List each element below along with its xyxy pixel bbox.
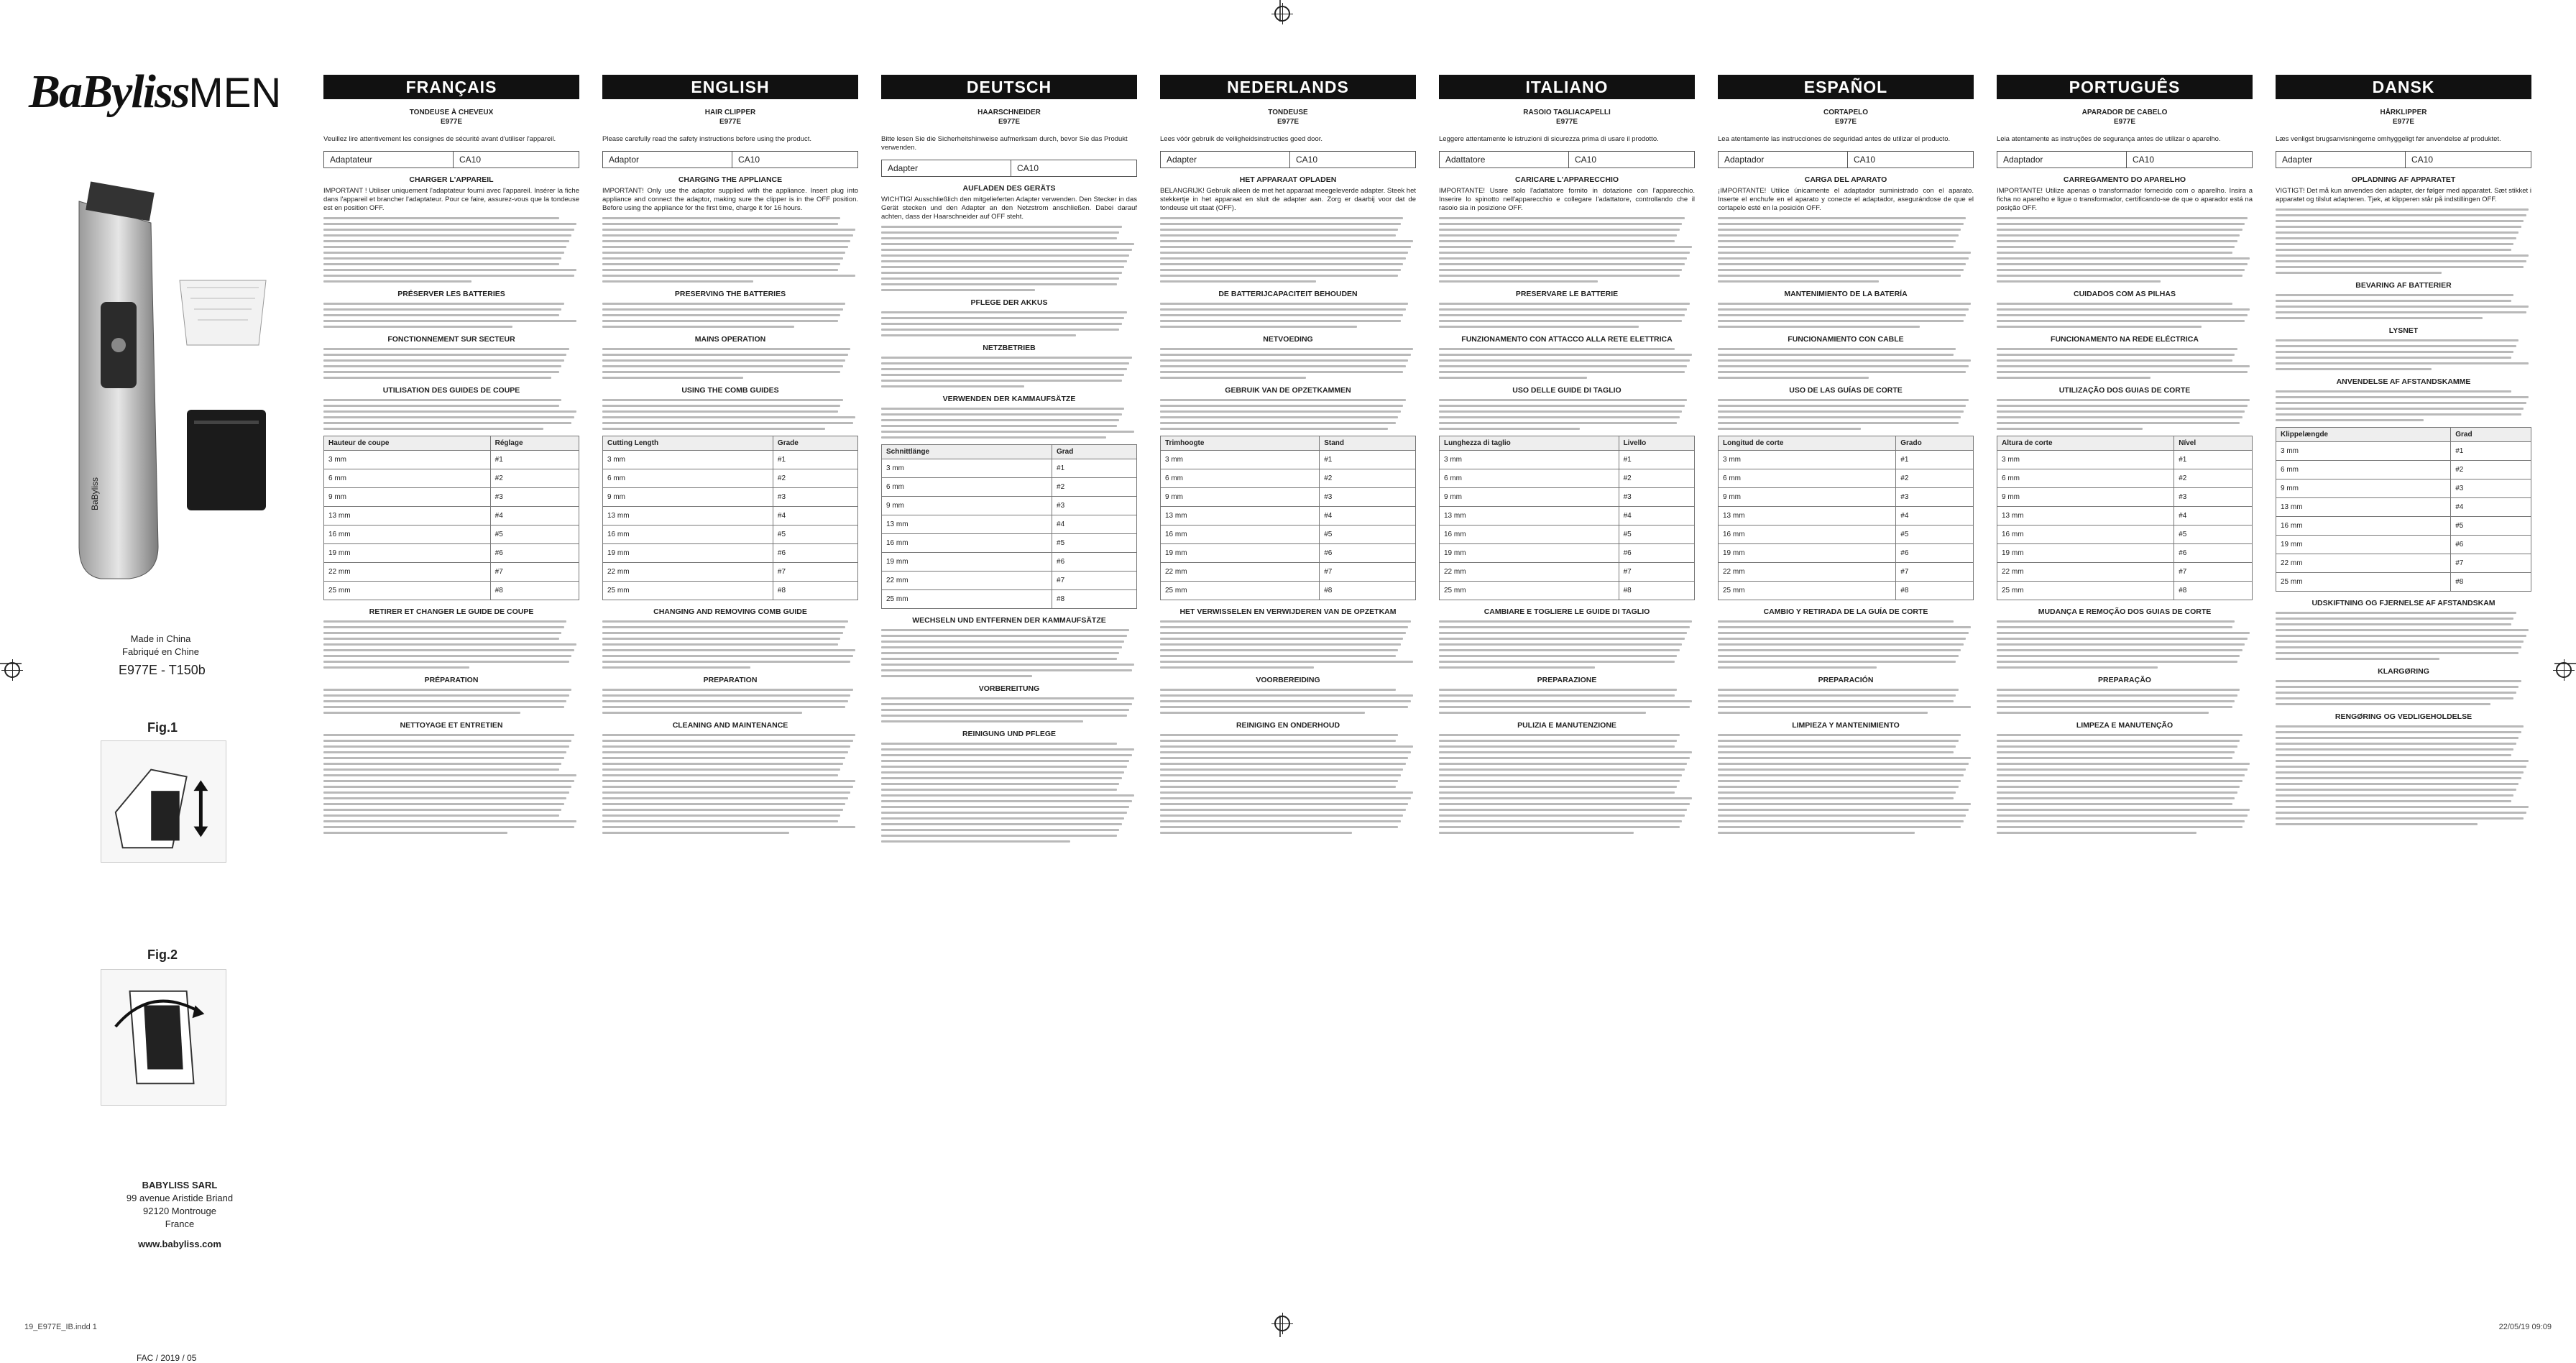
language-column bbox=[1718, 75, 1974, 1311]
text-block bbox=[1997, 399, 2253, 430]
section-heading: USO DE LAS GUÍAS DE CORTE bbox=[1789, 386, 1903, 395]
section-heading: OPLADNING AF APPARATET bbox=[2351, 175, 2456, 184]
registration-mark bbox=[1274, 6, 1290, 22]
table-row: 19 mm #6 bbox=[324, 544, 579, 563]
table-row: 13 mm #4 bbox=[1997, 507, 2253, 526]
text-block bbox=[1439, 734, 1695, 834]
section-text: ¡IMPORTANTE! Utilice únicamente el adaptador suministrado con el aparato. Inserte el enchufe en el aparato y conecte el adaptador, asegurándose de que el cortapelo esté en la posición OFF. bbox=[1718, 187, 1974, 212]
text-block bbox=[2276, 339, 2531, 370]
text-block bbox=[1718, 689, 1974, 714]
intro-text: Læs venligst brugsanvisningerne omhyggeligt før anvendelse af produktet. bbox=[2276, 135, 2501, 143]
text-block bbox=[1718, 620, 1974, 669]
text-block bbox=[1160, 348, 1416, 379]
text-block bbox=[881, 743, 1137, 843]
cutting-length-table: Hauteur de coupe Réglage 3 mm #1 6 mm #2 9 mm #3 13 mm #4 16 mm #5 19 mm #6 22 mm #7 25 mm #8 bbox=[323, 436, 579, 600]
table-row: 13 mm #4 bbox=[603, 507, 858, 526]
table-row: 16 mm #5 bbox=[2276, 517, 2531, 536]
text-block bbox=[2276, 208, 2531, 274]
adapter-table: Adattatore CA10 bbox=[1439, 151, 1695, 168]
language-column bbox=[2276, 75, 2531, 1311]
product-name: TONDEUSE À CHEVEUX E977E bbox=[409, 109, 494, 126]
section-heading: PRESERVARE LE BATTERIE bbox=[1515, 290, 1619, 298]
text-block bbox=[881, 226, 1137, 291]
text-block bbox=[1997, 734, 2253, 834]
registration-mark bbox=[1274, 1316, 1290, 1331]
section-text: BELANGRIJK! Gebruik alleen de met het apparaat meegeleverde adapter. Steek het stekkertje in het apparaat en sluit de adapter aan. Zorg er daarbij voor dat de tondeuse uit staat (OFF). bbox=[1160, 187, 1416, 212]
language-column bbox=[323, 75, 579, 1311]
table-row: 3 mm #1 bbox=[1997, 451, 2253, 469]
section-heading: CHARGER L'APPAREIL bbox=[409, 175, 494, 184]
table-row: 9 mm #3 bbox=[1440, 488, 1695, 507]
table-row: 16 mm #5 bbox=[1440, 526, 1695, 544]
section-heading: PREPARAÇÃO bbox=[2098, 676, 2151, 684]
text-block bbox=[2276, 294, 2531, 319]
adapter-table: Adaptateur CA10 bbox=[323, 151, 579, 168]
section-heading: CUIDADOS COM AS PILHAS bbox=[2074, 290, 2176, 298]
adapter-table: Adaptador CA10 bbox=[1997, 151, 2253, 168]
section-heading: NETTOYAGE ET ENTRETIEN bbox=[400, 721, 503, 730]
section-text: IMPORTANT ! Utiliser uniquement l'adaptateur fourni avec l'appareil. Insérer la fiche dans l'appareil et brancher l'adaptateur. Pour ce faire, assurez-vous que la tondeuse est en position OFF. bbox=[323, 187, 579, 212]
section-text: IMPORTANT! Only use the adaptor supplied with the appliance. Insert plug into appliance and connect the adaptor, making sure the clipper is in the OFF position. Before using the appliance for the first time, charge it for 16 hours. bbox=[602, 187, 858, 212]
table-row: 25 mm #8 bbox=[882, 590, 1137, 609]
section-heading: MANTENIMIENTO DE LA BATERÍA bbox=[1784, 290, 1908, 298]
model-number: E977E - T150b bbox=[119, 663, 206, 677]
text-block bbox=[2276, 725, 2531, 825]
table-row: 9 mm #3 bbox=[1997, 488, 2253, 507]
language-heading: ITALIANO bbox=[1439, 75, 1695, 99]
section-heading: UTILISATION DES GUIDES DE COUPE bbox=[382, 386, 520, 395]
language-column bbox=[1439, 75, 1695, 1311]
section-heading: PRÉPARATION bbox=[424, 676, 479, 684]
table-row: 22 mm #7 bbox=[1440, 563, 1695, 582]
adapter-table: Adaptador CA10 bbox=[1718, 151, 1974, 168]
text-block bbox=[1160, 399, 1416, 430]
cutting-length-table: Schnittlänge Grad 3 mm #1 6 mm #2 9 mm #3 13 mm #4 16 mm #5 19 mm #6 22 mm #7 25 mm #8 bbox=[881, 444, 1137, 609]
section-heading: GEBRUIK VAN DE OPZETKAMMEN bbox=[1225, 386, 1351, 395]
text-block bbox=[881, 311, 1137, 336]
text-block bbox=[881, 408, 1137, 439]
intro-text: Lea atentamente las instrucciones de seguridad antes de utilizar el producto. bbox=[1718, 135, 1951, 143]
language-heading: ENGLISH bbox=[602, 75, 858, 99]
section-heading: KLARGØRING bbox=[2378, 667, 2429, 676]
adapter-table: Adapter CA10 bbox=[2276, 151, 2531, 168]
fig1-illustration bbox=[101, 740, 226, 863]
section-heading: USING THE COMB GUIDES bbox=[681, 386, 779, 395]
text-block bbox=[323, 399, 579, 430]
table-row: 22 mm #7 bbox=[324, 563, 579, 582]
section-heading: CHANGING AND REMOVING COMB GUIDE bbox=[653, 607, 807, 616]
section-heading: REINIGUNG UND PFLEGE bbox=[962, 730, 1057, 738]
table-row: 16 mm #5 bbox=[1719, 526, 1974, 544]
table-row: 22 mm #7 bbox=[603, 563, 858, 582]
text-block bbox=[1439, 689, 1695, 714]
registration-mark bbox=[4, 662, 20, 678]
text-block bbox=[1997, 689, 2253, 714]
table-row: 19 mm #6 bbox=[1440, 544, 1695, 563]
fig1-label: Fig.1 bbox=[147, 720, 178, 735]
table-row: 9 mm #3 bbox=[603, 488, 858, 507]
table-row: 9 mm #3 bbox=[1719, 488, 1974, 507]
section-heading: USO DELLE GUIDE DI TAGLIO bbox=[1512, 386, 1622, 395]
table-row: 6 mm #2 bbox=[603, 469, 858, 488]
section-heading: CAMBIO Y RETIRADA DE LA GUÍA DE CORTE bbox=[1763, 607, 1928, 616]
section-heading: LIMPIEZA Y MANTENIMIENTO bbox=[1792, 721, 1900, 730]
table-row: 3 mm #1 bbox=[603, 451, 858, 469]
table-row: 22 mm #7 bbox=[1719, 563, 1974, 582]
text-block bbox=[881, 357, 1137, 387]
section-heading: BEVARING AF BATTERIER bbox=[2355, 281, 2452, 290]
text-block bbox=[1997, 620, 2253, 669]
text-block bbox=[1439, 303, 1695, 328]
table-row: 6 mm #2 bbox=[1997, 469, 2253, 488]
product-name: APARADOR DE CABELO E977E bbox=[2082, 109, 2168, 126]
table-row: 19 mm #6 bbox=[2276, 536, 2531, 554]
text-block bbox=[1439, 399, 1695, 430]
table-row: 19 mm #6 bbox=[603, 544, 858, 563]
section-heading: LIMPEZA E MANUTENÇÃO bbox=[2076, 721, 2174, 730]
table-row: 22 mm #7 bbox=[1997, 563, 2253, 582]
section-heading: MAINS OPERATION bbox=[694, 335, 766, 344]
product-name: HAARSCHNEIDER E977E bbox=[978, 109, 1041, 126]
table-row: 13 mm #4 bbox=[324, 507, 579, 526]
table-row: 25 mm #8 bbox=[603, 582, 858, 600]
product-name: RASOIO TAGLIACAPELLI E977E bbox=[1523, 109, 1611, 126]
text-block bbox=[323, 303, 579, 328]
table-row: 16 mm #5 bbox=[603, 526, 858, 544]
table-row: 6 mm #2 bbox=[2276, 461, 2531, 479]
table-row: 6 mm #2 bbox=[324, 469, 579, 488]
table-row: 6 mm #2 bbox=[1161, 469, 1416, 488]
language-column bbox=[1997, 75, 2253, 1311]
made-in: Made in China Fabriqué en Chine bbox=[122, 633, 199, 657]
cutting-length-table: Altura de corte Nível 3 mm #1 6 mm #2 9 mm #3 13 mm #4 16 mm #5 19 mm #6 22 mm #7 25 mm #8 bbox=[1997, 436, 2253, 600]
text-block bbox=[323, 217, 579, 283]
section-heading: PULIZIA E MANUTENZIONE bbox=[1517, 721, 1616, 730]
table-row: 3 mm #1 bbox=[1719, 451, 1974, 469]
section-heading: MUDANÇA E REMOÇÃO DOS GUIAS DE CORTE bbox=[2038, 607, 2212, 616]
section-text: WICHTIG! Ausschließlich den mitgelieferten Adapter verwenden. Den Stecker in das Gerät stecken und den Adapter an den Netzstrom anschließen. Dabei darauf achten, dass der Haarschneider auf OFF steht. bbox=[881, 196, 1137, 221]
table-row: 13 mm #4 bbox=[1161, 507, 1416, 526]
intro-text: Lees vóór gebruik de veiligheidsinstructies goed door. bbox=[1160, 135, 1323, 143]
section-heading: VERWENDEN DER KAMMAUFSÄTZE bbox=[942, 395, 1076, 403]
fig2-label: Fig.2 bbox=[147, 947, 178, 962]
cutting-length-table: Longitud de corte Grado 3 mm #1 6 mm #2 9 mm #3 13 mm #4 16 mm #5 19 mm #6 22 mm #7 25 mm #8 bbox=[1718, 436, 1974, 600]
table-row: 13 mm #4 bbox=[1440, 507, 1695, 526]
section-heading: PFLEGE DER AKKUS bbox=[970, 298, 1048, 307]
table-row: 16 mm #5 bbox=[1997, 526, 2253, 544]
text-block bbox=[1718, 399, 1974, 430]
text-block bbox=[1718, 348, 1974, 379]
text-block bbox=[323, 689, 579, 714]
section-heading: FUNCIONAMIENTO CON CABLE bbox=[1788, 335, 1904, 344]
adapter-table: Adapter CA10 bbox=[881, 160, 1137, 177]
text-block bbox=[2276, 612, 2531, 660]
section-heading: PREPARAZIONE bbox=[1537, 676, 1597, 684]
text-block bbox=[1997, 348, 2253, 379]
intro-text: Bitte lesen Sie die Sicherheitshinweise aufmerksam durch, bevor Sie das Produkt verwenden. bbox=[881, 135, 1128, 152]
table-row: 3 mm #1 bbox=[324, 451, 579, 469]
cutting-length-table: Cutting Length Grade 3 mm #1 6 mm #2 9 mm #3 13 mm #4 16 mm #5 19 mm #6 22 mm #7 25 mm #8 bbox=[602, 436, 858, 600]
text-block bbox=[1997, 303, 2253, 328]
text-block bbox=[323, 348, 579, 379]
company-address: BABYLISS SARL 99 avenue Aristide Briand 92120 Montrouge France www.babyliss.com bbox=[122, 1179, 237, 1251]
table-row: 25 mm #8 bbox=[1440, 582, 1695, 600]
text-block bbox=[1718, 303, 1974, 328]
language-column bbox=[881, 75, 1137, 1311]
table-row: 25 mm #8 bbox=[1161, 582, 1416, 600]
text-block bbox=[1160, 303, 1416, 328]
text-block bbox=[2276, 680, 2531, 705]
fig2-illustration bbox=[101, 969, 226, 1106]
text-block bbox=[1160, 217, 1416, 283]
section-heading: HET APPARAAT OPLADEN bbox=[1239, 175, 1337, 184]
table-row: 16 mm #5 bbox=[324, 526, 579, 544]
adapter-table: Adapter CA10 bbox=[1160, 151, 1416, 168]
table-row: 6 mm #2 bbox=[1440, 469, 1695, 488]
table-row: 13 mm #4 bbox=[2276, 498, 2531, 517]
table-row: 3 mm #1 bbox=[1161, 451, 1416, 469]
section-heading: RETIRER ET CHANGER LE GUIDE DE COUPE bbox=[369, 607, 534, 616]
section-heading: WECHSELN UND ENTFERNEN DER KAMMAUFSÄTZE bbox=[912, 616, 1106, 625]
text-block bbox=[323, 734, 579, 834]
section-heading: UDSKIFTNING OG FJERNELSE AF AFSTANDSKAM bbox=[2312, 599, 2496, 607]
text-block bbox=[602, 734, 858, 834]
adapter-table: Adaptor CA10 bbox=[602, 151, 858, 168]
section-heading: CAMBIARE E TOGLIERE LE GUIDE DI TAGLIO bbox=[1484, 607, 1650, 616]
section-heading: PRÉSERVER LES BATTERIES bbox=[397, 290, 505, 298]
section-heading: ANVENDELSE AF AFSTANDSKAMME bbox=[2336, 377, 2471, 386]
text-block bbox=[881, 629, 1137, 677]
product-name: TONDEUSE E977E bbox=[1268, 109, 1308, 126]
table-row: 9 mm #3 bbox=[324, 488, 579, 507]
section-heading: AUFLADEN DES GERÄTS bbox=[962, 184, 1056, 193]
intro-text: Please carefully read the safety instructions before using the product. bbox=[602, 135, 811, 143]
text-block bbox=[2276, 390, 2531, 421]
table-row: 6 mm #2 bbox=[882, 478, 1137, 497]
table-row: 16 mm #5 bbox=[882, 534, 1137, 553]
intro-text: Veuillez lire attentivement les consignes de sécurité avant d'utiliser l'appareil. bbox=[323, 135, 556, 143]
registration-mark bbox=[2556, 662, 2572, 678]
footer-file: 19_E977E_IB.indd 1 bbox=[24, 1323, 97, 1331]
text-block bbox=[1160, 689, 1416, 714]
language-heading: DANSK bbox=[2276, 75, 2531, 99]
section-heading: PRESERVING THE BATTERIES bbox=[674, 290, 786, 298]
table-row: 13 mm #4 bbox=[1719, 507, 1974, 526]
svg-text:BaByliss: BaByliss bbox=[90, 477, 100, 510]
table-row: 19 mm #6 bbox=[882, 553, 1137, 572]
cutting-length-table: Klippelængde Grad 3 mm #1 6 mm #2 9 mm #3 13 mm #4 16 mm #5 19 mm #6 22 mm #7 25 mm #8 bbox=[2276, 427, 2531, 592]
text-block bbox=[1439, 620, 1695, 669]
section-text: IMPORTANTE! Utilize apenas o transformador fornecido com o aparelho. Insira a ficha no aparelho e ligue o transformador, certificando-se de que o aparador está na posição OFF. bbox=[1997, 187, 2253, 212]
table-row: 16 mm #5 bbox=[1161, 526, 1416, 544]
table-row: 22 mm #7 bbox=[882, 572, 1137, 590]
website-link[interactable]: www.babyliss.com bbox=[138, 1239, 221, 1249]
section-heading: CARICARE L'APPARECCHIO bbox=[1514, 175, 1619, 184]
product-name: CORTAPELO E977E bbox=[1823, 109, 1869, 126]
cutting-length-table: Trimhoogte Stand 3 mm #1 6 mm #2 9 mm #3 13 mm #4 16 mm #5 19 mm #6 22 mm #7 25 mm #8 bbox=[1160, 436, 1416, 600]
language-heading: PORTUGUÊS bbox=[1997, 75, 2253, 99]
section-heading: HET VERWISSELEN EN VERWIJDEREN VAN DE OPZETKAM bbox=[1179, 607, 1397, 616]
section-heading: UTILIZAÇÃO DOS GUIAS DE CORTE bbox=[2058, 386, 2191, 395]
table-row: 9 mm #3 bbox=[882, 497, 1137, 515]
table-row: 25 mm #8 bbox=[2276, 573, 2531, 592]
section-text: IMPORTANTE! Usare solo l'adattatore fornito in dotazione con l'apparecchio. Inserire lo spinotto nell'apparecchio e collegare l'adattatore, controllando che il rasoio sia in posizione OFF. bbox=[1439, 187, 1695, 212]
section-heading: DE BATTERIJCAPACITEIT BEHOUDEN bbox=[1218, 290, 1358, 298]
table-row: 3 mm #1 bbox=[2276, 442, 2531, 461]
section-heading: CARGA DEL APARATO bbox=[1804, 175, 1887, 184]
product-name: HAIR CLIPPER E977E bbox=[704, 109, 756, 126]
text-block bbox=[1439, 217, 1695, 283]
text-block bbox=[602, 399, 858, 430]
language-heading: NEDERLANDS bbox=[1160, 75, 1416, 99]
table-row: 3 mm #1 bbox=[882, 459, 1137, 478]
text-block bbox=[602, 620, 858, 669]
text-block bbox=[602, 303, 858, 328]
table-row: 25 mm #8 bbox=[1719, 582, 1974, 600]
product-name: HÅRKLIPPER E977E bbox=[2380, 109, 2427, 126]
section-heading: PREPARATION bbox=[703, 676, 758, 684]
text-block bbox=[323, 620, 579, 669]
footer-date: 22/05/19 09:09 bbox=[2498, 1323, 2552, 1331]
language-column bbox=[1160, 75, 1416, 1311]
fac-code: FAC / 2019 / 05 bbox=[137, 1353, 197, 1363]
section-heading: LYSNET bbox=[2388, 326, 2419, 335]
hair-clipper-illustration bbox=[50, 173, 288, 604]
intro-text: Leia atentamente as instruções de segurança antes de utilizar o aparelho. bbox=[1997, 135, 2221, 143]
text-block bbox=[1160, 734, 1416, 834]
section-heading: CHARGING THE APPLIANCE bbox=[678, 175, 783, 184]
text-block bbox=[602, 689, 858, 714]
section-heading: FONCTIONNEMENT SUR SECTEUR bbox=[387, 335, 515, 344]
section-heading: CLEANING AND MAINTENANCE bbox=[672, 721, 788, 730]
table-row: 25 mm #8 bbox=[1997, 582, 2253, 600]
language-heading: ESPAÑOL bbox=[1718, 75, 1974, 99]
language-heading: FRANÇAIS bbox=[323, 75, 579, 99]
section-heading: RENGØRING OG VEDLIGEHOLDELSE bbox=[2334, 712, 2472, 721]
section-text: VIGTIGT! Det må kun anvendes den adapter, der følger med apparatet. Sæt stikket i apparatet og tilslut adapteren. Tjek, at klipperen står på indstillingen OFF. bbox=[2276, 187, 2531, 203]
table-row: 19 mm #6 bbox=[1997, 544, 2253, 563]
text-block bbox=[1718, 217, 1974, 283]
section-heading: REINIGING EN ONDERHOUD bbox=[1236, 721, 1340, 730]
table-row: 22 mm #7 bbox=[2276, 554, 2531, 573]
table-row: 22 mm #7 bbox=[1161, 563, 1416, 582]
section-heading: VORBEREITUNG bbox=[978, 684, 1040, 693]
section-heading: VOORBEREIDING bbox=[1256, 676, 1320, 684]
table-row: 19 mm #6 bbox=[1719, 544, 1974, 563]
intro-text: Leggere attentamente le istruzioni di sicurezza prima di usare il prodotto. bbox=[1439, 135, 1659, 143]
table-row: 3 mm #1 bbox=[1440, 451, 1695, 469]
text-block bbox=[1439, 348, 1695, 379]
section-heading: FUNZIONAMENTO CON ATTACCO ALLA RETE ELETTRICA bbox=[1461, 335, 1673, 344]
section-heading: FUNCIONAMENTO NA REDE ELÉCTRICA bbox=[2051, 335, 2199, 344]
table-row: 6 mm #2 bbox=[1719, 469, 1974, 488]
section-heading: NETVOEDING bbox=[1263, 335, 1313, 344]
text-block bbox=[1160, 620, 1416, 669]
text-block bbox=[602, 348, 858, 379]
section-heading: CARREGAMENTO DO APARELHO bbox=[2063, 175, 2186, 184]
language-heading: DEUTSCH bbox=[881, 75, 1137, 99]
brand-logo: BaBylissMEN bbox=[29, 65, 282, 118]
cutting-length-table: Lunghezza di taglio Livello 3 mm #1 6 mm #2 9 mm #3 13 mm #4 16 mm #5 19 mm #6 22 mm #7 25 mm #8 bbox=[1439, 436, 1695, 600]
text-block bbox=[602, 217, 858, 283]
section-heading: NETZBETRIEB bbox=[983, 344, 1036, 352]
table-row: 19 mm #6 bbox=[1161, 544, 1416, 563]
text-block bbox=[1718, 734, 1974, 834]
text-block bbox=[881, 697, 1137, 722]
table-row: 9 mm #3 bbox=[2276, 479, 2531, 498]
text-block bbox=[1997, 217, 2253, 283]
table-row: 13 mm #4 bbox=[882, 515, 1137, 534]
language-column bbox=[602, 75, 858, 1311]
section-heading: PREPARACIÓN bbox=[1818, 676, 1874, 684]
table-row: 25 mm #8 bbox=[324, 582, 579, 600]
table-row: 9 mm #3 bbox=[1161, 488, 1416, 507]
